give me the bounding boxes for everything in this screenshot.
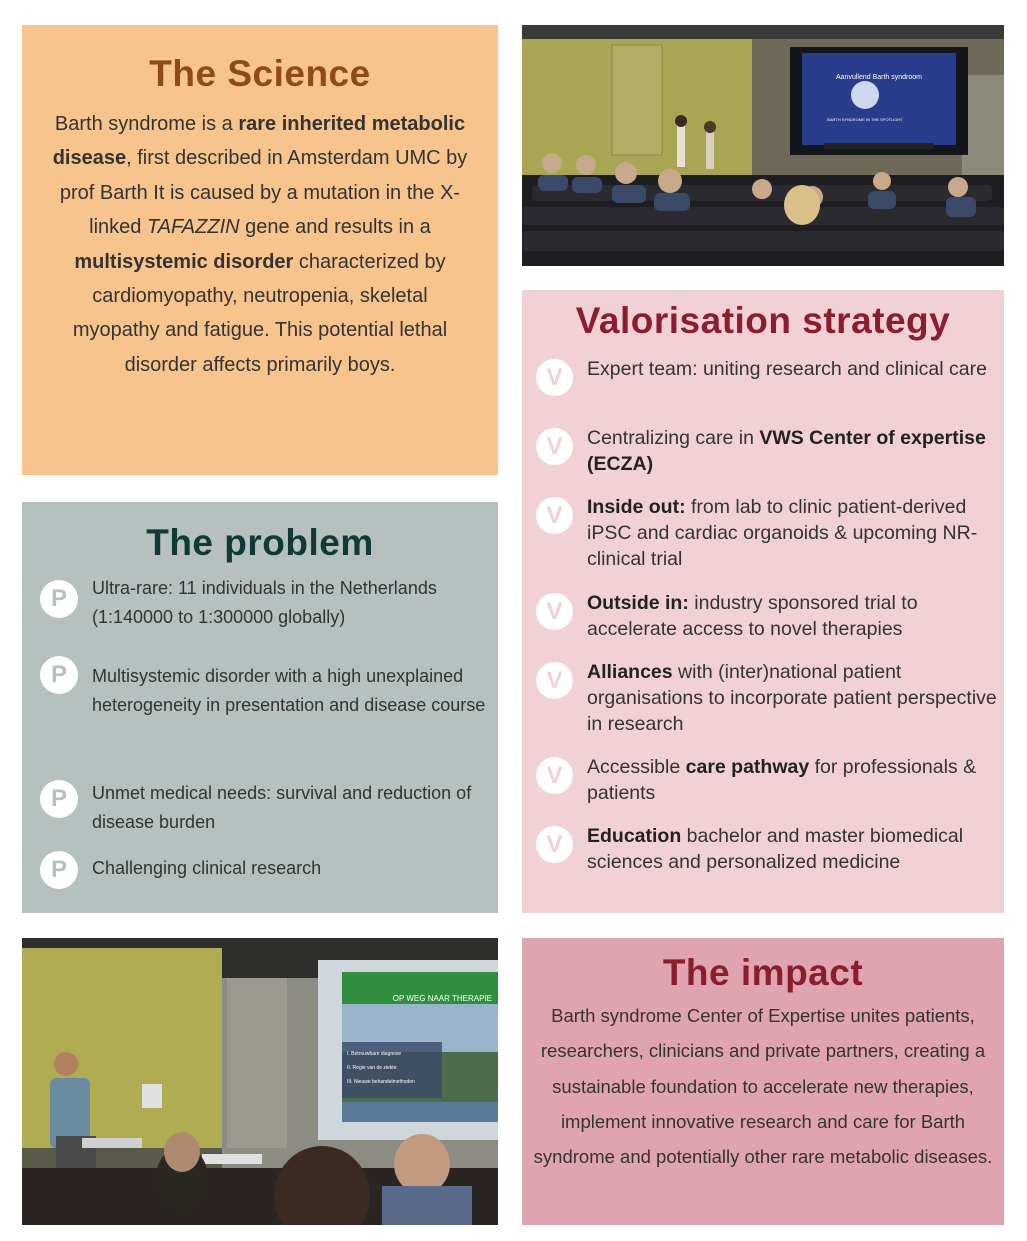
conference-photo-bottom: [22, 938, 498, 1225]
valorisation-item-text: Alliances with (inter)national patient organisations to incorporate patient perspective in research: [587, 661, 997, 735]
p-badge-icon: P: [40, 780, 78, 818]
p-badge-icon: P: [40, 656, 78, 694]
slide-title: OP WEG NAAR THERAPIE: [392, 994, 492, 1003]
v-badge-icon: V: [536, 593, 573, 630]
valorisation-item-text: Inside out: from lab to clinic patient-derived iPSC and cardiac organoids & upcoming NR-clinical trial: [587, 496, 978, 570]
science-text-4: characterized by cardiomyopathy, neutropenia, skeletal myopathy and fatigue. This potential lethal disorder affects primarily boys.: [72, 250, 448, 376]
problem-item-text: Multisystemic disorder with a high unexplained heterogeneity in presentation and disease course: [92, 666, 486, 715]
problem-item: [40, 854, 490, 883]
valorisation-item: [536, 425, 1004, 477]
slide-item: II. Regie van de ziekte: [347, 1065, 397, 1071]
science-title: The Science: [149, 53, 371, 94]
impact-title: The impact: [662, 952, 864, 993]
valorisation-item: [536, 754, 1004, 806]
problem-item: [40, 779, 490, 837]
p-badge-icon: P: [40, 851, 78, 889]
valorisation-item: [536, 494, 1004, 572]
problem-title: The problem: [146, 522, 374, 563]
problem-item: [40, 662, 490, 720]
v-badge-icon: V: [536, 826, 573, 863]
science-italic-gene: TAFAZZIN: [146, 216, 240, 239]
slide-item: III. Nieuwe behandelmethoden: [347, 1079, 415, 1085]
problem-item-text: Challenging clinical research: [92, 858, 322, 878]
v-badge-icon: V: [536, 662, 573, 699]
valorisation-item: [536, 356, 1004, 391]
science-bold-1: rare inherited metabolic disease: [52, 113, 466, 170]
problem-item-text: Ultra-rare: 11 individuals in the Netherlands (1:140000 to 1:300000 globally): [92, 578, 437, 627]
valorisation-item-text: Expert team: uniting research and clinical care: [587, 358, 987, 380]
science-body: [50, 107, 470, 382]
valorisation-title: Valorisation strategy: [575, 300, 951, 341]
science-text-1: Barth syndrome is a: [54, 113, 239, 135]
science-text-2: , first described in Amsterdam UMC by prof Barth It is caused by a mutation in the X-linked: [59, 147, 468, 239]
slide-item: I. Betrouwbare diagnose: [347, 1051, 402, 1057]
slide-subtitle: BARTH SYNDROME IN THE SPOTLIGHT: [827, 117, 903, 122]
science-text-3: gene and results in a: [239, 216, 431, 239]
conference-photo-top: [522, 25, 1004, 266]
impact-body: Barth syndrome Center of Expertise unites patients, researchers, clinicians and private partners, creating a sustainable foundation to accelerate new therapies, implement innovative research and care for Barth syndrome and potentially other rare metabolic diseases.: [533, 1005, 993, 1168]
valorisation-panel: [522, 290, 1004, 913]
valorisation-item-text: Education bachelor and master biomedical sciences and personalized medicine: [587, 825, 964, 873]
impact-panel: [522, 938, 1004, 1225]
valorisation-item: [536, 590, 1004, 642]
science-bold-2: multisystemic disorder: [74, 250, 294, 273]
science-panel: [22, 25, 498, 475]
valorisation-item-text: Outside in: industry sponsored trial to accelerate access to novel therapies: [587, 592, 918, 640]
v-badge-icon: V: [536, 497, 573, 534]
v-badge-icon: V: [536, 757, 573, 794]
v-badge-icon: V: [536, 359, 573, 396]
slide-title: Aanvullend Barth syndroom: [836, 74, 922, 81]
valorisation-item: [536, 659, 1004, 737]
valorisation-item: [536, 823, 1004, 875]
problem-panel: [22, 502, 498, 913]
v-badge-icon: V: [536, 428, 573, 465]
problem-item: [40, 574, 490, 632]
valorisation-item-text: Accessible care pathway for professionals & patients: [587, 756, 977, 804]
p-badge-icon: P: [40, 580, 78, 618]
problem-item-text: Unmet medical needs: survival and reduction of disease burden: [92, 783, 472, 832]
valorisation-item-text: Centralizing care in VWS Center of expertise (ECZA): [587, 427, 986, 475]
